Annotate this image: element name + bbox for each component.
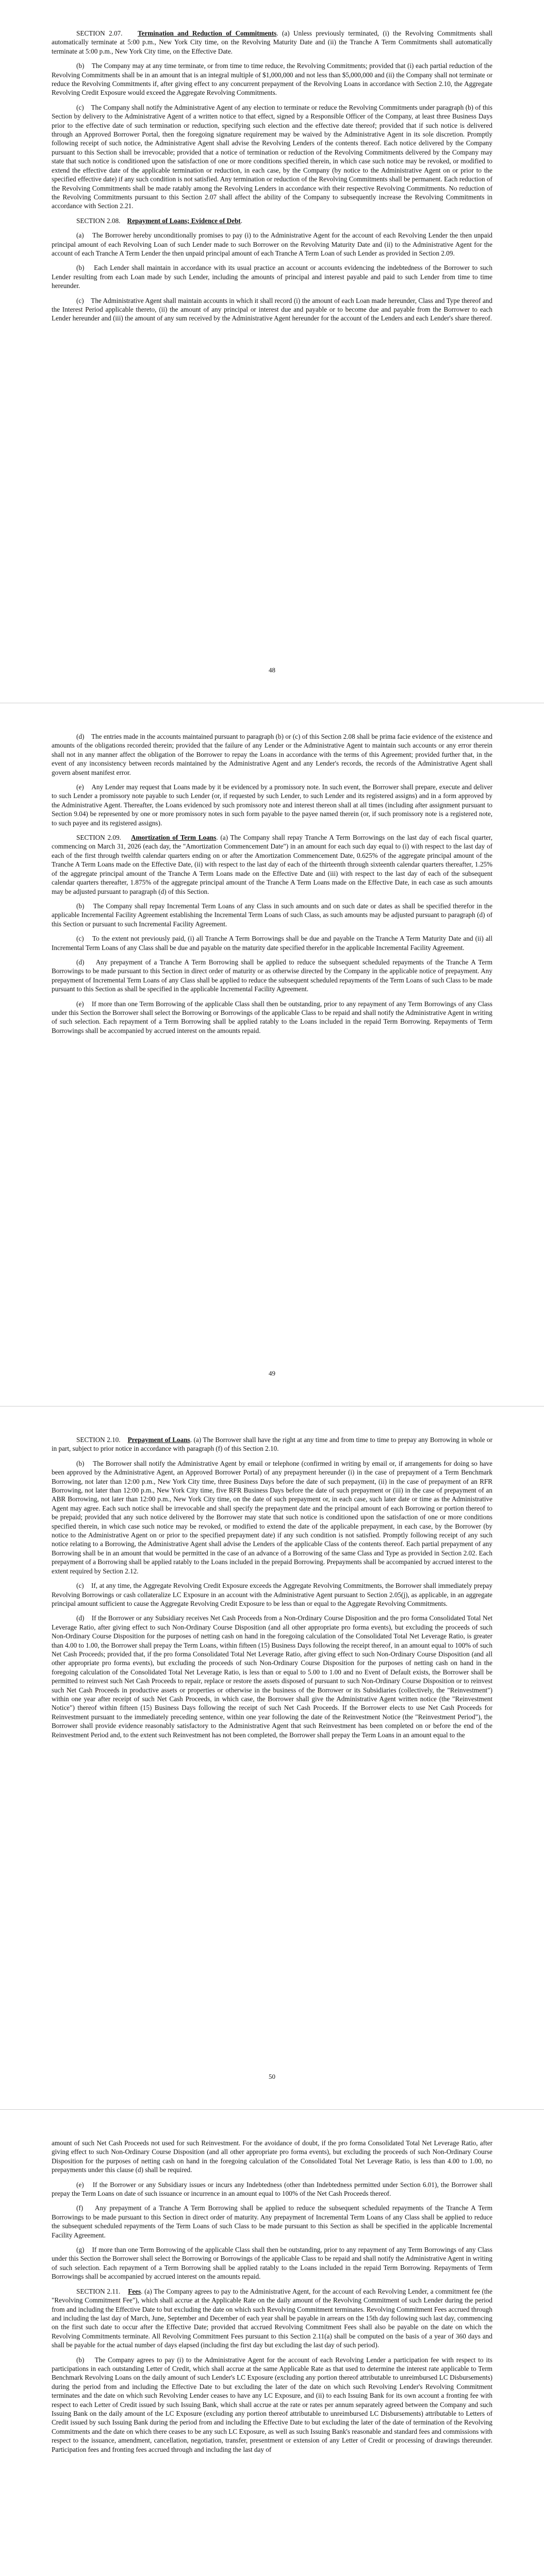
paragraph xyxy=(52,934,492,952)
section-number: SECTION 2.09. xyxy=(76,834,121,842)
clause-label: (f) xyxy=(76,2204,84,2212)
clause-label: (g) xyxy=(76,2246,85,2254)
paragraph-text: The Company shall notify the Administrative Agent of any election to terminate or reduce the Revolving Commitments under paragraph (b) of this Section by delivery to the Administrative Agent of a written notice to that effect, signed by a Responsible Officer of the Company, at least three Business Days prior to the effective date of such termination or reduction, specifying such election and the effective date thereof; provided that if such notice is delivered through an Approved Borrower Portal, then the foregoing signature requirement may be waived by the Administrative Agent in its sole discretion. Promptly following receipt of such notice, the Administrative Agent shall advise the Revolving Lenders of the contents thereof. Each notice delivered by the Company pursuant to this Section shall be irrevocable; provided that a notice of termination or reduction of the Revolving Commitments delivered by the Company may state that such notice is conditioned upon the satisfaction of one or more conditions specified therein, in which case such notice may be revoked, or modified to extend the effective date of the applicable termination or reduction, in each case, by the Company (by notice to the Administrative Agent on or prior to the specified effective date) if any such condition is not satisfied. Any termination or reduction of the Revolving Commitments shall be permanent. Each reduction of the Revolving Commitments shall be made ratably among the Revolving Lenders in accordance with their respective Revolving Commitments. No reduction of the Revolving Commitments pursuant to this Section 2.07 shall affect the ability of the Company to subsequently increase the Revolving Commitments in accordance with Section 2.21. xyxy=(52,103,493,210)
paragraph xyxy=(52,732,492,777)
paragraph-text: To the extent not previously paid, (i) all Tranche A Term Borrowings shall be due and payable on the Tranche A Term Maturity Date and (ii) all Incremental Term Loans of any Class shall be due and payable on the maturity date specified therefor in the applicable Incremental Facility Agreement. xyxy=(52,935,492,952)
section-number: SECTION 2.07. xyxy=(76,29,123,37)
paragraph xyxy=(52,958,492,994)
section-number: SECTION 2.08. xyxy=(76,216,121,225)
section-heading: Termination and Reduction of Commitments xyxy=(137,29,277,37)
paragraph-text: The Company agrees to pay (i) to the Administrative Agent for the account of each Revolving Lender a participation fee with respect to its participations in each outstanding Letter of Credit, which shall accrue at the same Applicable Rate as that used to determine the interest rate applicable to Term Benchmark Revolving Loans on the daily amount of such Lender's LC Exposure (excluding any portion thereof attributable to unreimbursed LC Disbursements) during the period from and including the Effective Date to but excluding the later of the date on which such Revolving Lender's Revolving Commitment terminates and the date on which such Revolving Lender ceases to have any LC Exposure, and (ii) to each Issuing Bank for its own account a fronting fee with respect to each Letter of Credit issued by such Issuing Bank, which shall accrue at the rate or rates per annum separately agreed between the Company and such Issuing Bank on the daily amount of the LC Exposure (excluding any portion thereof attributable to unreimbursed LC Disbursements) attributable to Letters of Credit issued by such Issuing Bank during the period from and including the Effective Date to but excluding the later of the date of termination of the Revolving Commitments and the date on which there ceases to be any such LC Exposure, as well as such Issuing Bank's reasonable and standard fees and commissions with respect to the issuance, amendment, cancellation, negotiation, transfer, presentment or extension of any Letter of Credit or processing of drawings thereunder. Participation fees and fronting fees accrued through and including the last day of xyxy=(52,2355,492,2453)
paragraph xyxy=(52,103,492,211)
paragraph-text: The Administrative Agent shall maintain accounts in which it shall record (i) the amount of each Loan made hereunder, Class and Type thereof and the Interest Period applicable thereto, (ii) the amount of any principal or interest due and payable or to become due and payable from the Borrower to each Lender hereunder and (iii) the amount of any sum received by the Administrative Agent hereunder for the account of the Lenders and each Lender's share thereof. xyxy=(52,296,492,323)
paragraph-text: Each Lender shall maintain in accordance with its usual practice an account or accounts evidencing the indebtedness of the Borrower to such Lender resulting from each Loan made by such Lender, including the amounts of principal and interest payable and paid to such Lender from time to time hereunder. xyxy=(52,264,493,290)
paragraph xyxy=(52,1435,492,1453)
section-heading: Prepayment of Loans xyxy=(127,1436,190,1444)
clause-label: (d) xyxy=(76,958,85,966)
paragraph-text: . (a) The Company agrees to pay to the Administrative Agent, for the account of each Revolving Lender, a commitment fee (the "Revolving Commitment Fee"), which shall accrue at the Applicable Rate on the daily amount of the Revolving Commitment of such Lender during the period from and including the Effective Date to but excluding the date on which such Revolving Commitment terminates. Revolving Commitment Fees accrued through and including the last day of March, June, September and December of each year shall be payable in arrears on the 15th day following such last day, commencing on the first such date to occur after the Effective Date; provided that accrued Revolving Commitment Fees shall also be payable on the date on which the Revolving Commitments terminate. All Revolving Commitment Fees pursuant to this Section 2.11(a) shall be computed on the basis of a year of 360 days and shall be payable for the actual number of days elapsed (including the first day but excluding the last day of such period). xyxy=(52,2287,493,2349)
paragraph xyxy=(52,2355,492,2454)
paragraph xyxy=(52,296,492,323)
paragraph-text: If, at any time, the Aggregate Revolving Credit Exposure exceeds the Aggregate Revolving Commitments, the Borrower shall immediately prepay Revolving Borrowings or cash collateralize LC Exposure in an account with the Administrative Agent pursuant to Section 2.05(j), as applicable, in an aggregate principal amount sufficient to cause the Aggregate Revolving Credit Exposure to be less than or equal to the Aggregate Revolving Commitments. xyxy=(52,1582,492,1607)
section-heading: Amortization of Term Loans xyxy=(131,834,217,842)
paragraph-text: The Company shall repay Incremental Term Loans of any Class in such amounts and on such date or dates as shall be specified therefor in the applicable Incremental Facility Agreement establishing the Incremental Term Loans of such Class, as such amounts may be adjusted pursuant to paragraph (d) of this Section or pursuant to such Incremental Facility Agreement. xyxy=(52,902,492,928)
clause-label: (a) xyxy=(76,231,84,240)
clause-label: (b) xyxy=(76,1459,85,1467)
paragraph xyxy=(52,783,492,827)
paragraph xyxy=(52,263,492,290)
paragraph xyxy=(52,999,492,1036)
paragraph xyxy=(52,231,492,258)
paragraph xyxy=(52,2245,492,2281)
paragraph-text: amount of such Net Cash Proceeds not used for such Reinvestment. For the avoidance of doubt, if the pro forma Consolidated Total Net Leverage Ratio, after giving effect to such Non-Ordinary Course Disposition (and all other appropriate pro forma events), but excluding the proceeds of such Non-Ordinary Course Disposition for the purposes of netting cash on hand in the foregoing calculation of the Consolidated Total Net Leverage Ratio, is less than 4.00 to 1.00, no prepayments under this clause (d) shall be required. xyxy=(52,2139,492,2174)
clause-label: (b) xyxy=(76,62,85,70)
paragraph xyxy=(52,2287,492,2350)
paragraph-text: If more than one Term Borrowing of the applicable Class shall then be outstanding, prior to any repayment of any Term Borrowings of any Class under this Section the Borrower shall select the Borrowing or Borrowings of the applicable Class to be repaid and shall notify the Administrative Agent in writing of such selection. Each repayment of a Term Borrowing shall be applied ratably to the Loans included in the repaid Term Borrowing. Repayments of Term Borrowings shall be accompanied by accrued interest on the amounts repaid. xyxy=(52,999,493,1035)
page-number: 49 xyxy=(269,1369,275,1377)
clause-label: (b) xyxy=(76,264,85,272)
paragraph-text: . (a) The Borrower shall have the right at any time and from time to time to prepay any Borrowing in whole or in part, subject to prior notice in accordance with paragraph (f) of this Section 2.10. xyxy=(52,1436,493,1453)
paragraph-text: . (a) Unless previously terminated, (i) the Revolving Commitments shall automatically terminate at 5:00 p.m., New York City time, on the Revolving Maturity Date and (ii) the Tranche A Term Commitments shall automatically terminate at 5:00 p.m., New York City time, on the Effective Date. xyxy=(52,29,492,55)
paragraph-text: Any prepayment of a Tranche A Term Borrowing shall be applied to reduce the subsequent scheduled repayments of the Tranche A Term Borrowings to be made pursuant to this Section in direct order of maturity. Any prepayment of Incremental Term Loans of any Class shall be applied to reduce the subsequent scheduled repayments of the Term Loans of such Class to be made pursuant to this Section as shall be specified in the applicable Incremental Facility Agreement. xyxy=(52,2204,492,2239)
clause-label: (c) xyxy=(76,103,84,111)
paragraph-text: The Borrower hereby unconditionally promises to pay (i) to the Administrative Agent for the account of each Revolving Lender the then unpaid principal amount of each Revolving Loan of such Lender made to such Borrower on the Revolving Maturity Date and (ii) to the Administrative Agent for the account of each Tranche A Term Lender the then unpaid principal amount of each Tranche A Term Loan of such Lender as provided in Section 2.09. xyxy=(52,231,492,257)
paragraph-text: The Company may at any time terminate, or from time to time reduce, the Revolving Commitments; provided that (i) each partial reduction of the Revolving Commitments shall be in an amount that is an integral multiple of $1,000,000 and not less than $5,000,000 and (ii) the Company shall not terminate or reduce the Revolving Commitments if, after giving effect to any concurrent prepayment of the Revolving Loans in accordance with Section 2.10, the Aggregate Revolving Credit Exposure would exceed the Aggregate Revolving Commitments. xyxy=(52,62,493,97)
clause-label: (e) xyxy=(76,999,84,1008)
paragraph xyxy=(52,29,492,56)
clause-label: (d) xyxy=(76,1614,85,1622)
paragraph-text: Any Lender may request that Loans made by it be evidenced by a promissory note. In such event, the Borrower shall prepare, execute and deliver to such Lender a promissory note payable to such Lender (or, if requested by such Lender, to such Lender and its registered assigns) and in a form approved by the Administrative Agent. Thereafter, the Loans evidenced by such promissory note and interest thereon shall at all times (including after assignment pursuant to Section 9.04) be represented by one or more promissory notes in such form payable to the payee named therein (or, if such promissory note is a registered note, to such payee and its registered assigns). xyxy=(52,783,493,827)
clause-label: (c) xyxy=(76,296,84,304)
clause-label: (c) xyxy=(76,1582,84,1590)
clause-label: (b) xyxy=(76,902,85,910)
paragraph-text: The entries made in the accounts maintained pursuant to paragraph (b) or (c) of this Section 2.08 shall be prima facie evidence of the existence and amounts of the obligations recorded therein; provided that the failure of any Lender or the Administrative Agent to maintain such accounts or any error therein shall not in any manner affect the obligation of the Borrower to repay the Loans in accordance with the terms of this Agreement; provided further that, in the event of any inconsistency between records maintained by the Administrative Agent and any Lender's records, the records of the Administrative Agent shall govern absent manifest error. xyxy=(52,733,493,776)
page-50 xyxy=(0,1406,544,2110)
paragraph xyxy=(52,1581,492,1608)
clause-label: (d) xyxy=(76,733,85,740)
paragraph xyxy=(52,1459,492,1575)
page-49 xyxy=(0,703,544,1406)
paragraph xyxy=(52,2180,492,2198)
clause-label: (c) xyxy=(76,935,84,943)
paragraph-text: If the Borrower or any Subsidiary issues or incurs any Indebtedness (other than Indebtedness permitted under Section 6.01), the Borrower shall prepay the Term Loans on date of such issuance or incurrence in an amount equal to 100% of the Net Cash Proceeds thereof. xyxy=(52,2180,492,2198)
clause-label: (b) xyxy=(76,2355,85,2364)
section-number: SECTION 2.11. xyxy=(76,2287,121,2295)
paragraph xyxy=(52,61,492,97)
page-number: 50 xyxy=(269,2073,275,2080)
paragraph-text: If more than one Term Borrowing of the applicable Class shall then be outstanding, prior to any repayment of any Term Borrowings of any Class under this Section the Borrower shall select the Borrowing or Borrowings of the applicable Class to be repaid and shall notify the Administrative Agent in writing of such selection. Each repayment of a Term Borrowing shall be applied ratably to the Loans included in the repaid Term Borrowing. Repayments of Term Borrowings shall be accompanied by accrued interest on the amounts repaid. xyxy=(52,2246,493,2281)
page-51 xyxy=(0,2110,544,2576)
paragraph xyxy=(52,833,492,896)
paragraph-text: If the Borrower or any Subsidiary receives Net Cash Proceeds from a Non-Ordinary Course Disposition and the pro forma Consolidated Total Net Leverage Ratio, after giving effect to such Non-Ordinary Course Disposition (and all other appropriate pro forma events), but excluding the proceeds of such Non-Ordinary Course Disposition for the purposes of netting cash on hand in the foregoing calculation of the Consolidated Total Net Leverage Ratio, is greater than 4.00 to 1.00, the Borrower shall prepay the Term Loans, within fifteen (15) Business Days following the receipt thereof, in an amount equal to 100% of such Net Cash Proceeds; provided that, if the pro forma Consolidated Total Net Leverage Ratio, after giving effect to such Non-Ordinary Course Disposition (and all other appropriate pro forma events), but excluding the proceeds of such Non-Ordinary Course Disposition for the purposes of netting cash on hand in the foregoing calculation of the Consolidated Total Net Leverage Ratio, is less than or equal to 5.00 to 1.00 and no Event of Default exists, the Borrower shall be permitted to reinvest such Net Cash Proceeds to repair, replace or restore the assets disposed of pursuant to such Non-Ordinary Course Disposition or to reinvest such Net Cash Proceeds in productive assets or properties or otherwise in the business of the Borrower or its Subsidiaries (collectively, the "Reinvestment") within one year after receipt of such Net Cash Proceeds, in which case, the Borrower shall give the Administrative Agent written notice (the "Reinvestment Notice") thereof within fifteen (15) Business Days following the receipt of such Net Cash Proceeds. If the Borrower elects to use Net Cash Proceeds for Reinvestment pursuant to the immediately preceding sentence, within one year following the date of the Reinvestment Notice (the "Reinvestment Period"), the Borrower shall provide evidence reasonably satisfactory to the Administrative Agent that such Reinvestment has been completed on or before the end of the Reinvestment Period and, to the extent such Reinvestment has not been completed, the Borrower shall prepay the Term Loans in an amount equal to the xyxy=(52,1614,493,1739)
paragraph xyxy=(52,2204,492,2240)
paragraph-continued xyxy=(52,2139,492,2175)
section-heading: Fees xyxy=(128,2287,141,2295)
paragraph-text: . xyxy=(240,216,242,225)
clause-label: (e) xyxy=(76,2180,84,2189)
page-48 xyxy=(0,0,544,703)
page-number: 48 xyxy=(269,666,275,674)
paragraph xyxy=(52,902,492,928)
paragraph xyxy=(52,216,492,225)
clause-label: (e) xyxy=(76,783,84,791)
paragraph xyxy=(52,1614,492,1739)
paragraph-text: . (a) The Company shall repay Tranche A Term Borrowings on the last day of each fiscal quarter, commencing on March 31, 2026 (each day, the "Amortization Commencement Date") in an amount for each such day equal to (i) with respect to the last day of each of the first through twelfth calendar quarters ending on or after the Amortization Commencement Date, 0.625% of the aggregate principal amount of the Tranche A Term Loans made on the Effective Date, (ii) with respect to the last day of each of the thirteenth through sixteenth calendar quarters thereafter, 1.25% of the aggregate principal amount of the Tranche A Term Loans made on the Effective Date and (iii) with respect to the last day of each of the subsequent calendar quarters thereafter, 1.875% of the aggregate principal amount of the Tranche A Term Loans made on the Effective Date, in each case as such amounts may be adjusted pursuant to paragraph (d) of this Section. xyxy=(52,834,492,895)
paragraph-text: Any prepayment of a Tranche A Term Borrowing shall be applied to reduce the subsequent scheduled repayments of the Tranche A Term Borrowings to be made pursuant to this Section in direct order of maturity or as otherwise directed by the Company in the applicable notice of prepayment. Any prepayment of Incremental Term Loans of any Class shall be applied to reduce the subsequent scheduled repayments of the Term Loans of such Class to be made pursuant to this Section as shall be specified in the applicable Incremental Facility Agreement. xyxy=(52,958,493,993)
section-number: SECTION 2.10. xyxy=(76,1436,121,1444)
paragraph-text: The Borrower shall notify the Administrative Agent by email or telephone (confirmed in writing by email or, if arrangements for doing so have been approved by the Administrative Agent, an Approved Borrower Portal) of any prepayment hereunder (i) in the case of prepayment of a Term Benchmark Borrowing, not later than 12:00 p.m., New York City time, three Business Days before the date of such prepayment, (ii) in the case of prepayment of an RFR Borrowing, not later than 12:00 p.m., New York City time, five RFR Business Days before the date of such prepayment or (iii) in the case of prepayment of an ABR Borrowing, not later than 12:00 p.m., New York City time, on the date of such prepayment or, in each case, such later date or time as the Administrative Agent may agree. Each such notice shall be irrevocable and shall specify the prepayment date and the principal amount of each Borrowing or portion thereof to be prepaid; provided that any such notice delivered by the Borrower may state that such notice is conditioned upon the satisfaction of one or more conditions specified therein, in which case such notice may be revoked, or modified to extend the date of the applicable prepayment, in each case, by the Borrower (by notice to the Administrative Agent on or prior to the specified prepayment date) if any such condition is not satisfied. Promptly following receipt of any such notice relating to a Borrowing, the Administrative Agent shall advise the Lenders of the applicable Class of the contents thereof. Each partial prepayment of any Borrowing shall be in an amount that would be permitted in the case of an advance of a Borrowing of the same Class and Type as provided in Section 2.02. Each prepayment of a Borrowing shall be applied ratably to the Loans included in the prepaid Borrowing. Prepayments shall be accompanied by accrued interest to the extent required by Section 2.12. xyxy=(52,1459,492,1575)
section-heading: Repayment of Loans; Evidence of Debt xyxy=(127,216,241,225)
